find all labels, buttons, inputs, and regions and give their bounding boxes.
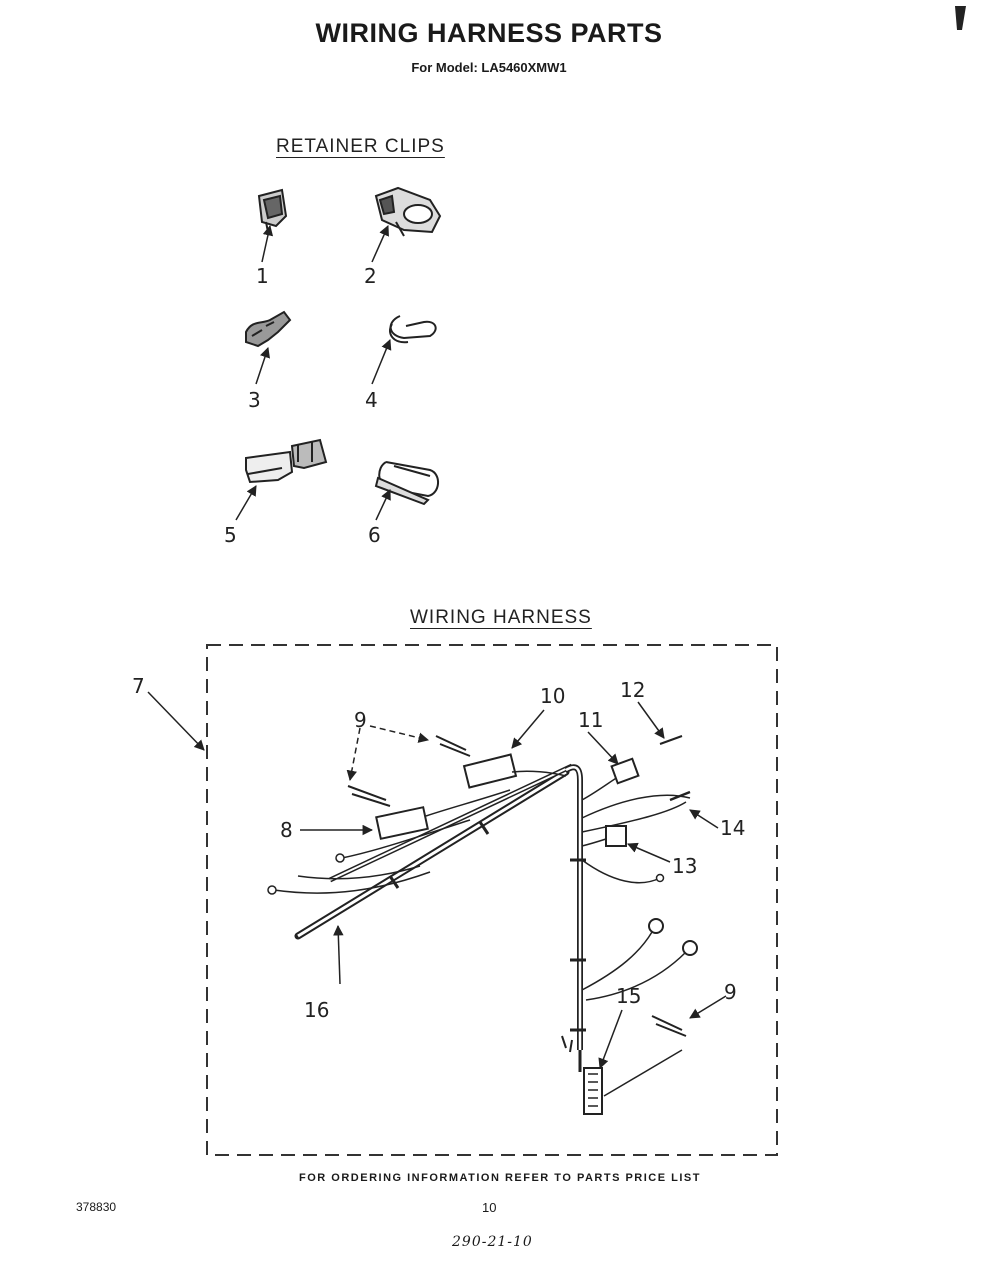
callout-8: 8 [280, 818, 293, 842]
retainer-clip-4 [372, 316, 436, 384]
callout-7-leader [148, 692, 204, 750]
callout-3: 3 [248, 388, 261, 412]
callout-7: 7 [132, 674, 145, 698]
retainer-clip-5 [236, 440, 326, 520]
wiring-harness-assembly [268, 736, 697, 1114]
callout-12: 12 [620, 678, 646, 702]
wiring-harness-heading: WIRING HARNESS [410, 607, 592, 628]
callout-1: 1 [256, 264, 269, 288]
page-title: WIRING HARNESS PARTS [315, 18, 663, 48]
callout-14: 14 [720, 816, 746, 840]
callout-9-lower: 9 [724, 980, 737, 1004]
handwritten-note: 290-21-10 [452, 1234, 533, 1250]
retainer-clip-2 [372, 188, 440, 262]
page-number: 10 [482, 1200, 497, 1215]
callout-6: 6 [368, 523, 381, 547]
callout-5: 5 [224, 523, 237, 547]
retainer-clip-3 [246, 312, 290, 384]
callout-15: 15 [616, 984, 642, 1008]
callout-4: 4 [365, 388, 378, 412]
document-number: 378830 [76, 1200, 117, 1214]
callout-11: 11 [578, 708, 604, 732]
callout-13: 13 [672, 854, 698, 878]
harness-dashed-boundary [207, 645, 777, 1155]
ordering-info-note: FOR ORDERING INFORMATION REFER TO PARTS PRICE LIST [299, 1172, 701, 1184]
callout-10: 10 [540, 684, 566, 708]
retainer-clip-1 [259, 190, 286, 262]
retainer-clips-heading: RETAINER CLIPS [276, 136, 445, 157]
corner-mark [955, 6, 966, 30]
retainer-clip-6 [376, 462, 438, 520]
callout-9-upper: 9 [354, 708, 367, 732]
callout-2: 2 [364, 264, 377, 288]
callout-16: 16 [304, 998, 330, 1022]
model-subtitle: For Model: LA5460XMW1 [411, 60, 567, 75]
